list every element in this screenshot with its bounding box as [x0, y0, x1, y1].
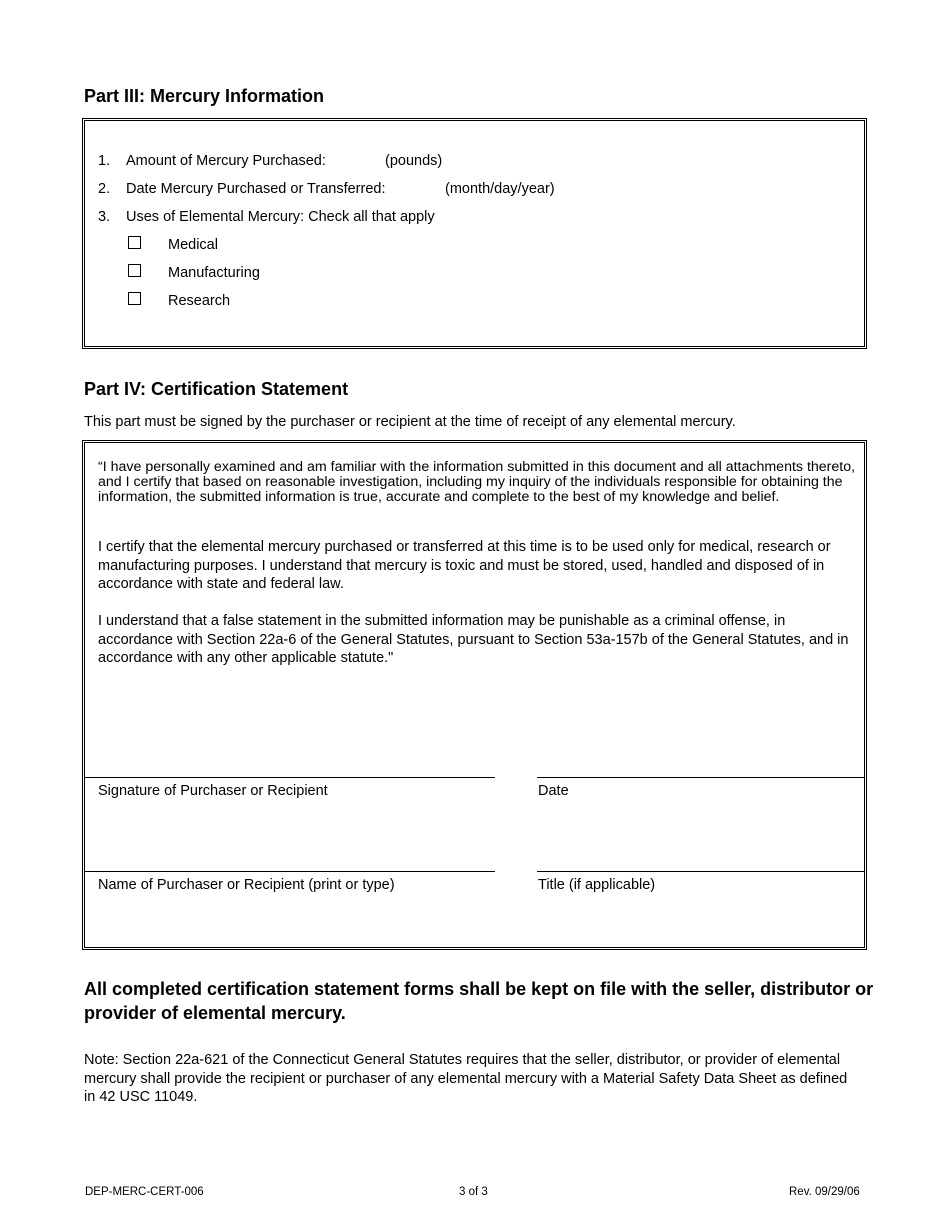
part4-intro: This part must be signed by the purchaser or recipient at the time of receipt of any elemental mercury. [84, 414, 736, 430]
item-number: 2. [98, 181, 111, 197]
date-unit: (month/day/year) [445, 181, 555, 197]
manufacturing-label: Manufacturing [168, 265, 260, 281]
uses-label: Uses of Elemental Mercury: Check all that apply [126, 209, 435, 225]
title-line[interactable] [537, 871, 864, 872]
revision-date: Rev. 09/29/06 [789, 1186, 860, 1198]
name-label: Name of Purchaser or Recipient (print or type) [98, 877, 395, 893]
certification-para-3: I understand that a false statement in the submitted information may be punishable as a criminal offense, in accordance with Section 22a-6 of the General Statutes, pursuant to Section 53a-157b of the General Statutes, and in accordance with any other applicable statute." [98, 613, 849, 666]
medical-label: Medical [168, 237, 218, 253]
retention-notice: All completed certification statement forms shall be kept on file with the seller, distributor or provider of elemental mercury. [84, 979, 874, 1023]
certification-box [82, 440, 867, 950]
research-checkbox[interactable] [128, 292, 141, 305]
date-field-label: Date [538, 783, 569, 799]
signature-label: Signature of Purchaser or Recipient [98, 783, 328, 799]
research-label: Research [168, 293, 231, 309]
manufacturing-checkbox[interactable] [128, 264, 141, 277]
medical-checkbox[interactable] [128, 236, 141, 249]
amount-unit: (pounds) [385, 153, 443, 169]
mercury-info-box [82, 118, 867, 349]
amount-label: Amount of Mercury Purchased: [126, 153, 326, 169]
item-number: 1. [98, 153, 111, 169]
signature-line[interactable] [85, 777, 495, 778]
msds-note: Note: Section 22a-621 of the Connecticut General Statutes requires that the seller, distributor, or provider of elemental mercury shall provide the recipient or purchaser of any elemental mercury with a Material Safety Data Sheet as defined in 42 USC 11049. [84, 1052, 848, 1105]
title-label: Title (if applicable) [538, 877, 656, 893]
item-number: 3. [98, 209, 111, 225]
page-number: 3 of 3 [459, 1186, 488, 1198]
form-id: DEP-MERC-CERT-006 [85, 1186, 204, 1198]
date-line[interactable] [537, 777, 864, 778]
certification-para-2: I certify that the elemental mercury purchased or transferred at this time is to be used only for medical, research or manufacturing purposes. I understand that mercury is toxic and must be stored, used, handled and disposed of in accordance with state and federal law. [98, 539, 831, 592]
name-line[interactable] [85, 871, 495, 872]
certification-para-1: “I have personally examined and am familiar with the information submitted in this document and all attachments thereto, and I certify that based on reasonable investigation, including my inquiry of the individuals responsible for obtaining the information, the submitted information is true, accurate and complete to the best of my knowledge and belief. [98, 459, 856, 505]
date-label: Date Mercury Purchased or Transferred: [126, 181, 386, 197]
part3-title: Part III: Mercury Information [84, 86, 325, 106]
part4-title: Part IV: Certification Statement [84, 379, 349, 399]
